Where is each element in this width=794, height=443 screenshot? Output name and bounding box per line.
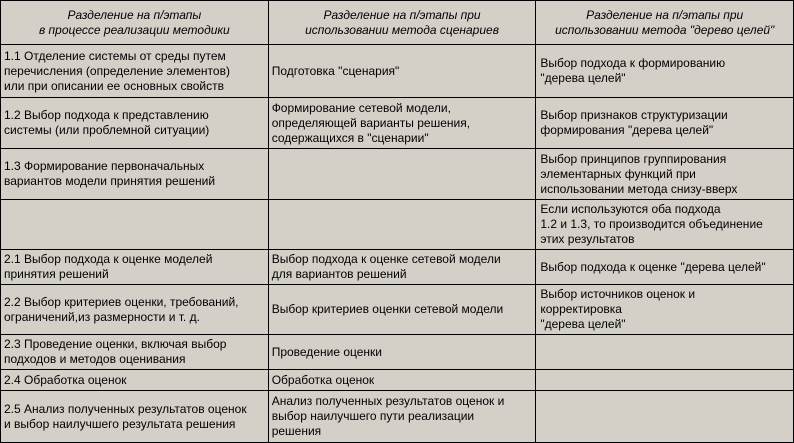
cell-scenario: Подготовка "сценария" bbox=[268, 45, 536, 98]
table-row bbox=[1, 370, 794, 391]
cell-methodology: 2.3 Проведение оценки, включая выбор подходов и методов оценивания bbox=[1, 335, 269, 370]
column-header-goal-tree-method: Разделение на п/этапы при использовании метода "дерево целей" bbox=[536, 1, 794, 45]
cell-methodology: 1.3 Формирование первоначальных вариантов модели принятия решений bbox=[1, 149, 269, 200]
table-row bbox=[1, 250, 794, 285]
cell-goal-tree: Если используются оба подхода 1.2 и 1.3, то производится объединение этих результатов bbox=[536, 200, 794, 250]
cell-methodology bbox=[1, 200, 269, 250]
table-row bbox=[1, 45, 794, 98]
cell-methodology: 2.2 Выбор критериев оценки, требований, ограничений,из размерности и т. д. bbox=[1, 285, 269, 335]
cell-goal-tree: Выбор признаков структуризации формирования "дерева целей" bbox=[536, 98, 794, 149]
cell-goal-tree: Выбор подхода к формированию "дерева целей" bbox=[536, 45, 794, 98]
table-row bbox=[1, 98, 794, 149]
cell-scenario bbox=[268, 149, 536, 200]
table-row bbox=[1, 335, 794, 370]
table-header-row bbox=[1, 1, 794, 45]
cell-scenario: Проведение оценки bbox=[268, 335, 536, 370]
cell-scenario: Формирование сетевой модели, определяющей варианты решения, содержащихся в "сценарии" bbox=[268, 98, 536, 149]
cell-methodology: 2.1 Выбор подхода к оценке моделей принятия решений bbox=[1, 250, 269, 285]
cell-goal-tree bbox=[536, 391, 794, 443]
cell-scenario: Анализ полученных результатов оценок и выбор наилучшего пути реализации решения bbox=[268, 391, 536, 443]
table-row bbox=[1, 391, 794, 443]
cell-goal-tree bbox=[536, 370, 794, 391]
cell-goal-tree: Выбор источников оценок и корректировка "дерева целей" bbox=[536, 285, 794, 335]
cell-methodology: 1.1 Отделение системы от среды путем перечисления (определение элементов) или при описании ее основных свойств bbox=[1, 45, 269, 98]
cell-scenario bbox=[268, 200, 536, 250]
cell-scenario: Выбор подхода к оценке сетевой модели для вариантов решений bbox=[268, 250, 536, 285]
cell-methodology: 1.2 Выбор подхода к представлению системы (или проблемной ситуации) bbox=[1, 98, 269, 149]
cell-goal-tree bbox=[536, 335, 794, 370]
cell-goal-tree: Выбор принципов группирования элементарных функций при использовании метода снизу-вверх bbox=[536, 149, 794, 200]
table-row bbox=[1, 200, 794, 250]
cell-scenario: Обработка оценок bbox=[268, 370, 536, 391]
cell-methodology: 2.5 Анализ полученных результатов оценок и выбор наилучшего результата решения bbox=[1, 391, 269, 443]
cell-scenario: Выбор критериев оценки сетевой модели bbox=[268, 285, 536, 335]
cell-methodology: 2.4 Обработка оценок bbox=[1, 370, 269, 391]
table-row bbox=[1, 285, 794, 335]
column-header-methodology: Разделение на п/этапы в процессе реализации методики bbox=[1, 1, 269, 45]
table-row bbox=[1, 149, 794, 200]
cell-goal-tree: Выбор подхода к оценке "дерева целей" bbox=[536, 250, 794, 285]
column-header-scenario-method: Разделение на п/этапы при использовании метода сценариев bbox=[268, 1, 536, 45]
